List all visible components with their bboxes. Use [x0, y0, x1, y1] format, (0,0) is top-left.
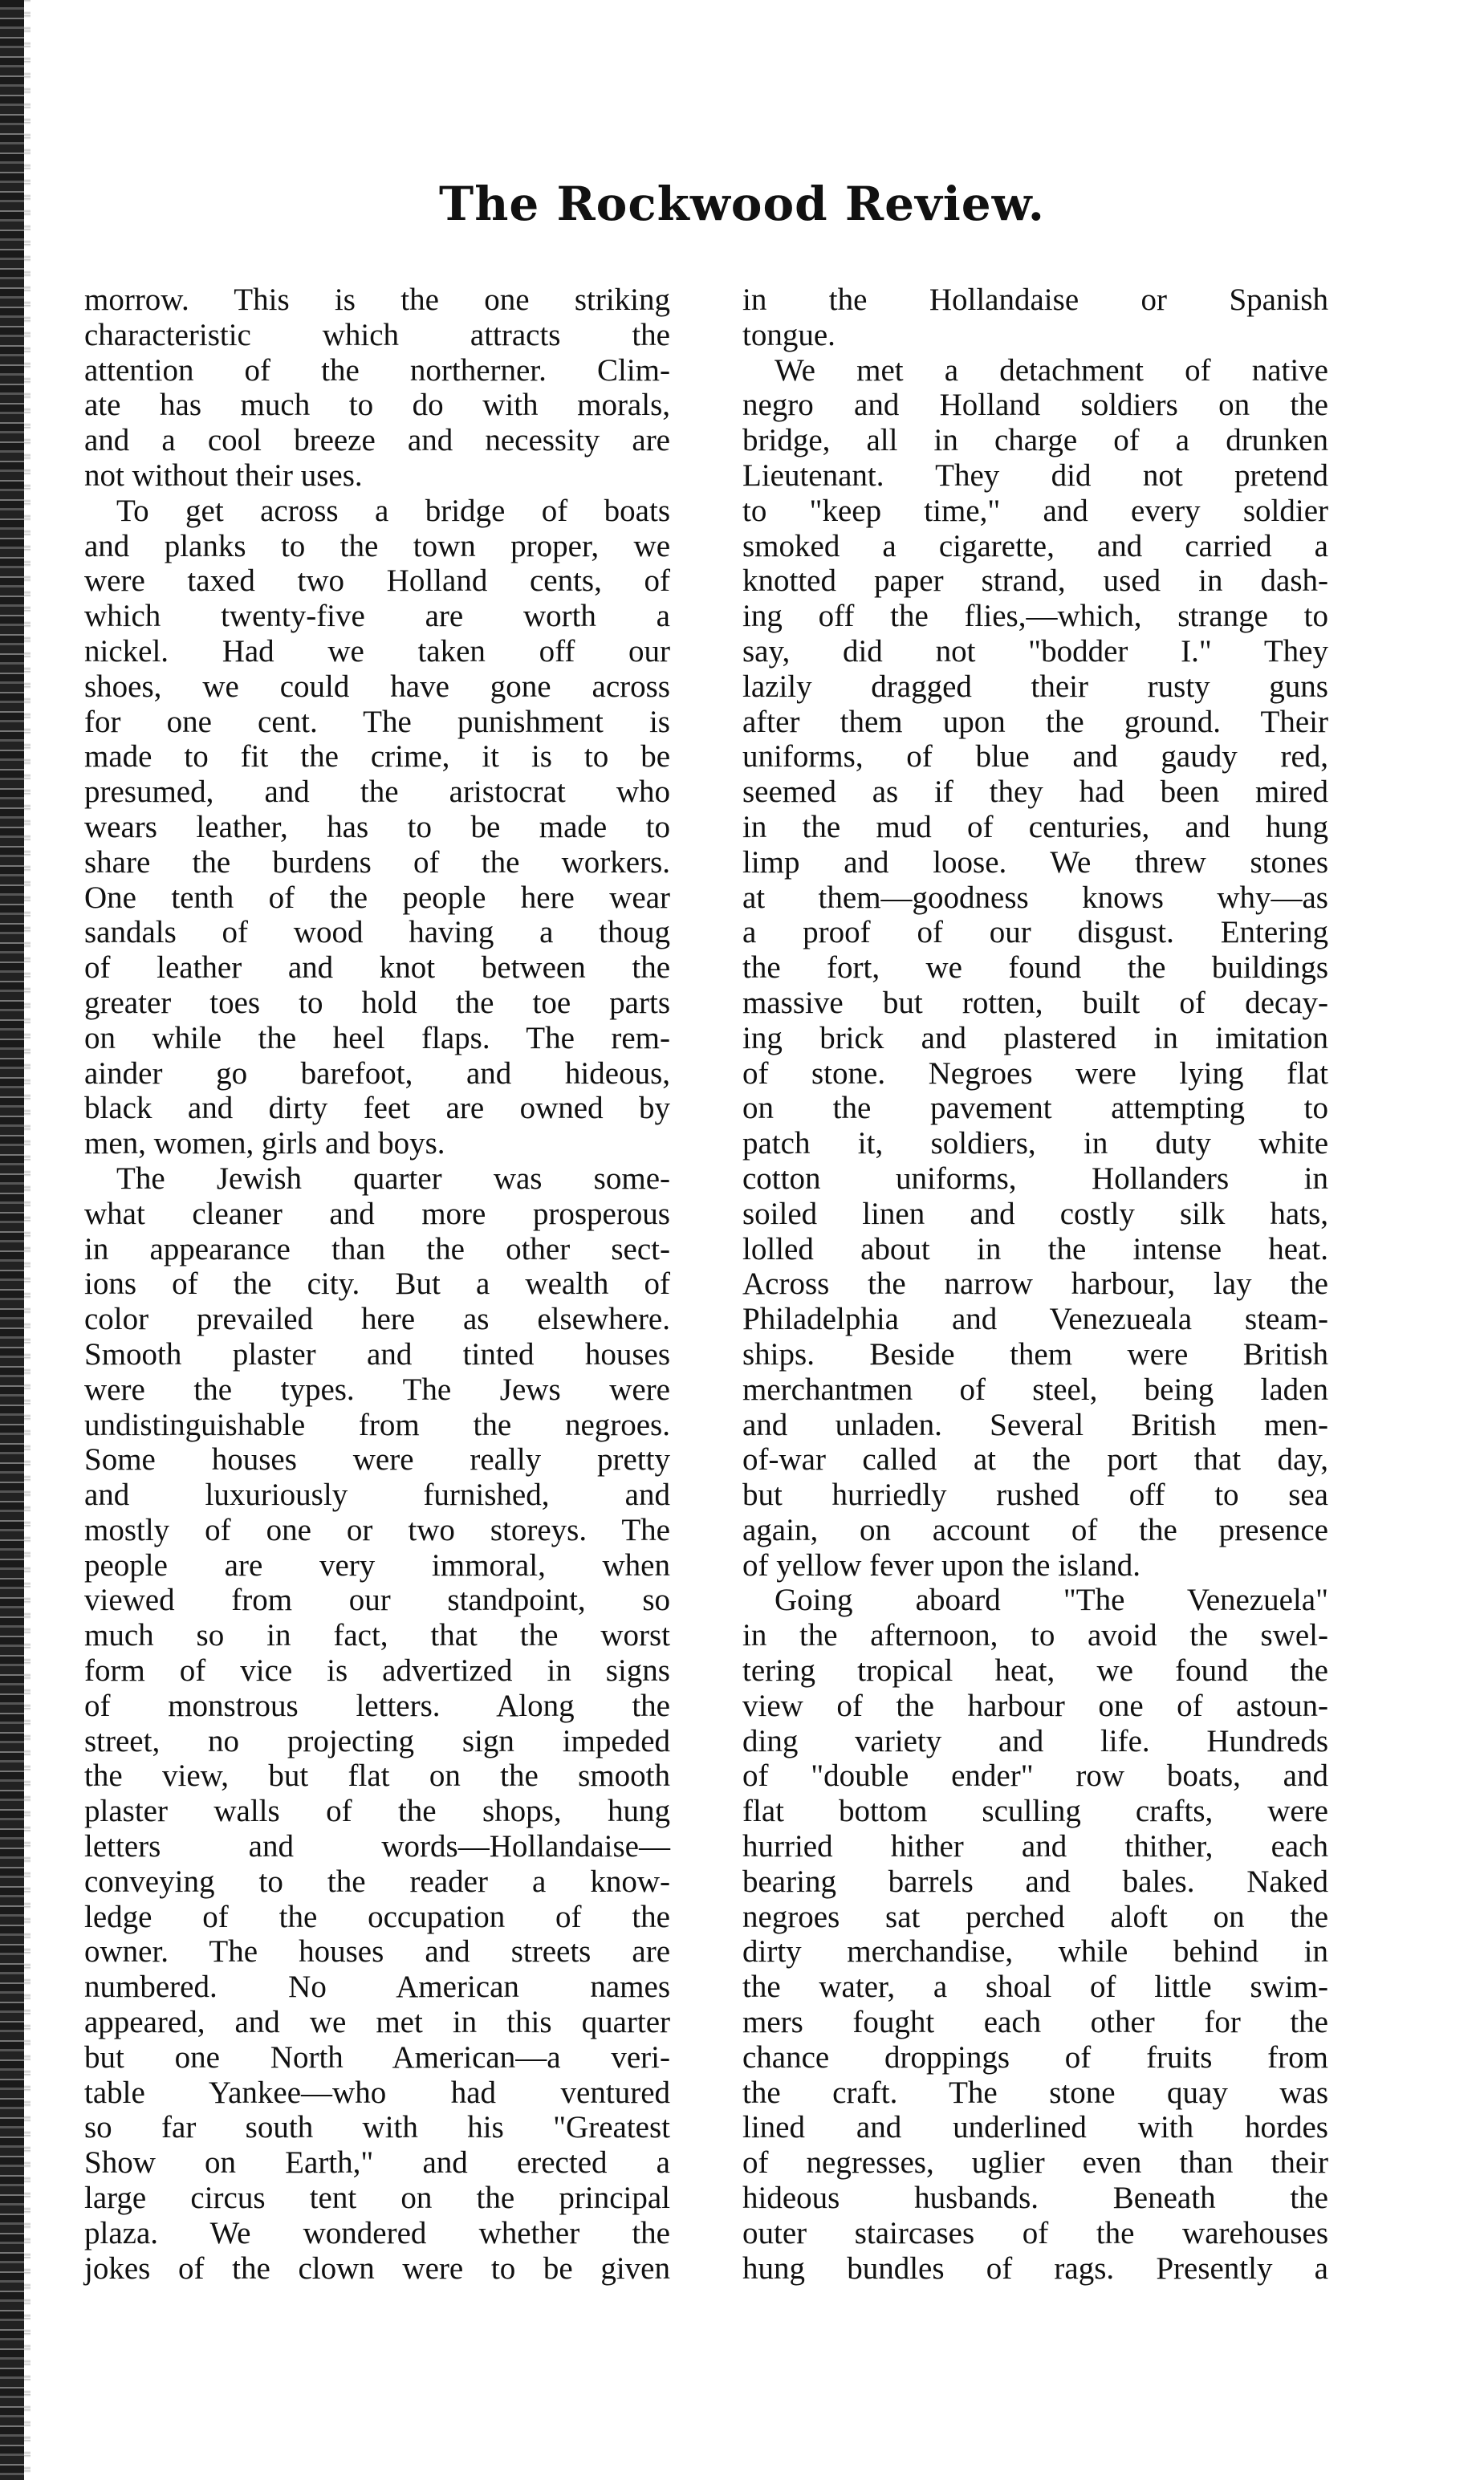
- text-line: ships. Beside them were British: [742, 1336, 1328, 1372]
- text-line: ledge of the occupation of the: [84, 1899, 670, 1934]
- text-line: viewed from our standpoint, so: [84, 1583, 670, 1618]
- text-line: To get across a bridge of boats: [116, 493, 670, 528]
- text-line: soiled linen and costly silk hats,: [742, 1196, 1328, 1231]
- text-line: say, did not "bodder I." They: [742, 633, 1328, 669]
- text-line: of yellow fever upon the island.: [742, 1547, 1141, 1583]
- text-line: of negresses, uglier even than their: [742, 2145, 1328, 2181]
- text-line: form of vice is advertized in signs: [84, 1653, 670, 1689]
- text-line: merchantmen of steel, being laden: [742, 1372, 1328, 1407]
- text-line: flat bottom sculling crafts, were: [742, 1794, 1328, 1829]
- text-line: owner. The houses and streets are: [84, 1934, 670, 1970]
- text-line: outer staircases of the warehouses: [742, 2215, 1328, 2250]
- text-line: the view, but flat on the smooth: [84, 1758, 670, 1794]
- text-line: after them upon the ground. Their: [742, 704, 1328, 739]
- text-line: lined and underlined with hordes: [742, 2110, 1328, 2145]
- left-text-column: [84, 283, 670, 2286]
- text-line: plaster walls of the shops, hung: [84, 1794, 670, 1829]
- text-line: lazily dragged their rusty guns: [742, 669, 1328, 704]
- text-line: of monstrous letters. Along the: [84, 1688, 670, 1723]
- text-line: seemed as if they had been mired: [742, 774, 1328, 810]
- text-line: hideous husbands. Beneath the: [742, 2181, 1328, 2216]
- text-line: plaza. We wondered whether the: [84, 2215, 670, 2250]
- masthead-title: The Rockwood Review.: [439, 177, 1045, 231]
- text-line: much so in fact, that the worst: [84, 1618, 670, 1653]
- text-line: share the burdens of the workers.: [84, 844, 670, 880]
- text-line: Philadelphia and Venezueala steam-: [742, 1302, 1328, 1337]
- text-line: One tenth of the people here wear: [84, 880, 670, 915]
- text-line: a proof of our disgust. Entering: [742, 915, 1328, 950]
- text-line: table Yankee—who had ventured: [84, 2075, 670, 2110]
- text-line: uniforms, of blue and gaudy red,: [742, 739, 1328, 774]
- text-line: undistinguishable from the negroes.: [84, 1407, 670, 1442]
- binding-edge: [0, 0, 24, 2480]
- text-line: cotton uniforms, Hollanders in: [742, 1161, 1328, 1196]
- text-line: of stone. Negroes were lying flat: [742, 1055, 1328, 1091]
- text-line: and luxuriously furnished, and: [84, 1478, 670, 1513]
- text-line: shoes, we could have gone across: [84, 669, 670, 704]
- text-line: on while the heel flaps. The rem-: [84, 1020, 670, 1055]
- text-line: made to fit the crime, it is to be: [84, 739, 670, 774]
- text-line: were the types. The Jews were: [84, 1372, 670, 1407]
- text-line: negro and Holland soldiers on the: [742, 388, 1328, 423]
- text-line: people are very immoral, when: [84, 1547, 670, 1583]
- text-line: nickel. Had we taken off our: [84, 633, 670, 669]
- text-line: black and dirty feet are owned by: [84, 1091, 670, 1126]
- text-line: and a cool breeze and necessity are: [84, 423, 670, 458]
- text-line: were taxed two Holland cents, of: [84, 563, 670, 599]
- text-line: ions of the city. But a wealth of: [84, 1266, 670, 1302]
- text-line: the craft. The stone quay was: [742, 2075, 1328, 2110]
- text-line: dirty merchandise, while behind in: [742, 1934, 1328, 1970]
- text-line: men, women, girls and boys.: [84, 1126, 445, 1161]
- text-line: characteristic which attracts the: [84, 317, 670, 352]
- text-line: again, on account of the presence: [742, 1512, 1328, 1547]
- text-line: mers fought each other for the: [742, 2005, 1328, 2040]
- text-line: smoked a cigarette, and carried a: [742, 528, 1328, 563]
- text-line: knotted paper strand, used in dash-: [742, 563, 1328, 599]
- text-line: hurried hither and thither, each: [742, 1829, 1328, 1864]
- text-line: negroes sat perched aloft on the: [742, 1899, 1328, 1934]
- text-line: The Jewish quarter was some-: [116, 1161, 670, 1196]
- text-line: numbered. No American names: [84, 1970, 670, 2005]
- text-line: at them—goodness knows why—as: [742, 880, 1328, 915]
- text-line: limp and loose. We threw stones: [742, 844, 1328, 880]
- text-line: hung bundles of rags. Presently a: [742, 2250, 1328, 2286]
- text-line: Lieutenant. They did not pretend: [742, 457, 1328, 493]
- text-line: the water, a shoal of little swim-: [742, 1970, 1328, 2005]
- text-line: in appearance than the other sect-: [84, 1231, 670, 1266]
- text-line: which twenty-five are worth a: [84, 599, 670, 634]
- text-line: street, no projecting sign impeded: [84, 1723, 670, 1758]
- text-line: Going aboard "The Venezuela": [775, 1583, 1328, 1618]
- text-line: for one cent. The punishment is: [84, 704, 670, 739]
- text-line: not without their uses.: [84, 457, 363, 493]
- text-line: Across the narrow harbour, lay the: [742, 1266, 1328, 1302]
- text-line: what cleaner and more prosperous: [84, 1196, 670, 1231]
- text-line: color prevailed here as elsewhere.: [84, 1302, 670, 1337]
- text-line: We met a detachment of native: [775, 352, 1328, 388]
- text-line: chance droppings of fruits from: [742, 2039, 1328, 2075]
- text-line: bearing barrels and bales. Naked: [742, 1864, 1328, 1899]
- text-line: on the pavement attempting to: [742, 1091, 1328, 1126]
- text-line: tering tropical heat, we found the: [742, 1653, 1328, 1689]
- text-line: of leather and knot between the: [84, 950, 670, 986]
- text-line: Smooth plaster and tinted houses: [84, 1336, 670, 1372]
- text-line: ing brick and plastered in imitation: [742, 1020, 1328, 1055]
- right-text-column: [742, 283, 1328, 2286]
- text-line: of "double ender" row boats, and: [742, 1758, 1328, 1794]
- text-line: bridge, all in charge of a drunken: [742, 423, 1328, 458]
- text-line: letters and words—Hollandaise—: [84, 1829, 670, 1864]
- text-line: mostly of one or two storeys. The: [84, 1512, 670, 1547]
- text-line: but hurriedly rushed off to sea: [742, 1478, 1328, 1513]
- text-line: sandals of wood having a thoug: [84, 915, 670, 950]
- text-line: view of the harbour one of astoun-: [742, 1688, 1328, 1723]
- text-line: in the afternoon, to avoid the swel-: [742, 1618, 1328, 1653]
- text-line: patch it, soldiers, in duty white: [742, 1126, 1328, 1161]
- text-line: conveying to the reader a know-: [84, 1864, 670, 1899]
- text-line: ing off the flies,—which, strange to: [742, 599, 1328, 634]
- text-line: lolled about in the intense heat.: [742, 1231, 1328, 1266]
- text-line: in the Hollandaise or Spanish: [742, 283, 1328, 317]
- text-line: presumed, and the aristocrat who: [84, 774, 670, 810]
- text-line: appeared, and we met in this quarter: [84, 2005, 670, 2040]
- text-line: of-war called at the port that day,: [742, 1442, 1328, 1478]
- text-line: morrow. This is the one striking: [84, 283, 670, 317]
- text-line: wears leather, has to be made to: [84, 809, 670, 844]
- text-line: massive but rotten, built of decay-: [742, 985, 1328, 1020]
- text-line: attention of the northerner. Clim-: [84, 352, 670, 388]
- text-line: ate has much to do with morals,: [84, 388, 670, 423]
- text-line: Show on Earth," and erected a: [84, 2145, 670, 2181]
- text-line: but one North American—a veri-: [84, 2039, 670, 2075]
- text-line: tongue.: [742, 317, 836, 352]
- text-line: Some houses were really pretty: [84, 1442, 670, 1478]
- text-line: large circus tent on the principal: [84, 2181, 670, 2216]
- text-line: the fort, we found the buildings: [742, 950, 1328, 986]
- text-line: ainder go barefoot, and hideous,: [84, 1055, 670, 1091]
- text-line: so far south with his "Greatest: [84, 2110, 670, 2145]
- text-line: ding variety and life. Hundreds: [742, 1723, 1328, 1758]
- text-line: jokes of the clown were to be given: [84, 2250, 670, 2286]
- text-line: and planks to the town proper, we: [84, 528, 670, 563]
- text-line: to "keep time," and every soldier: [742, 493, 1328, 528]
- text-line: in the mud of centuries, and hung: [742, 809, 1328, 844]
- text-line: and unladen. Several British men-: [742, 1407, 1328, 1442]
- text-line: greater toes to hold the toe parts: [84, 985, 670, 1020]
